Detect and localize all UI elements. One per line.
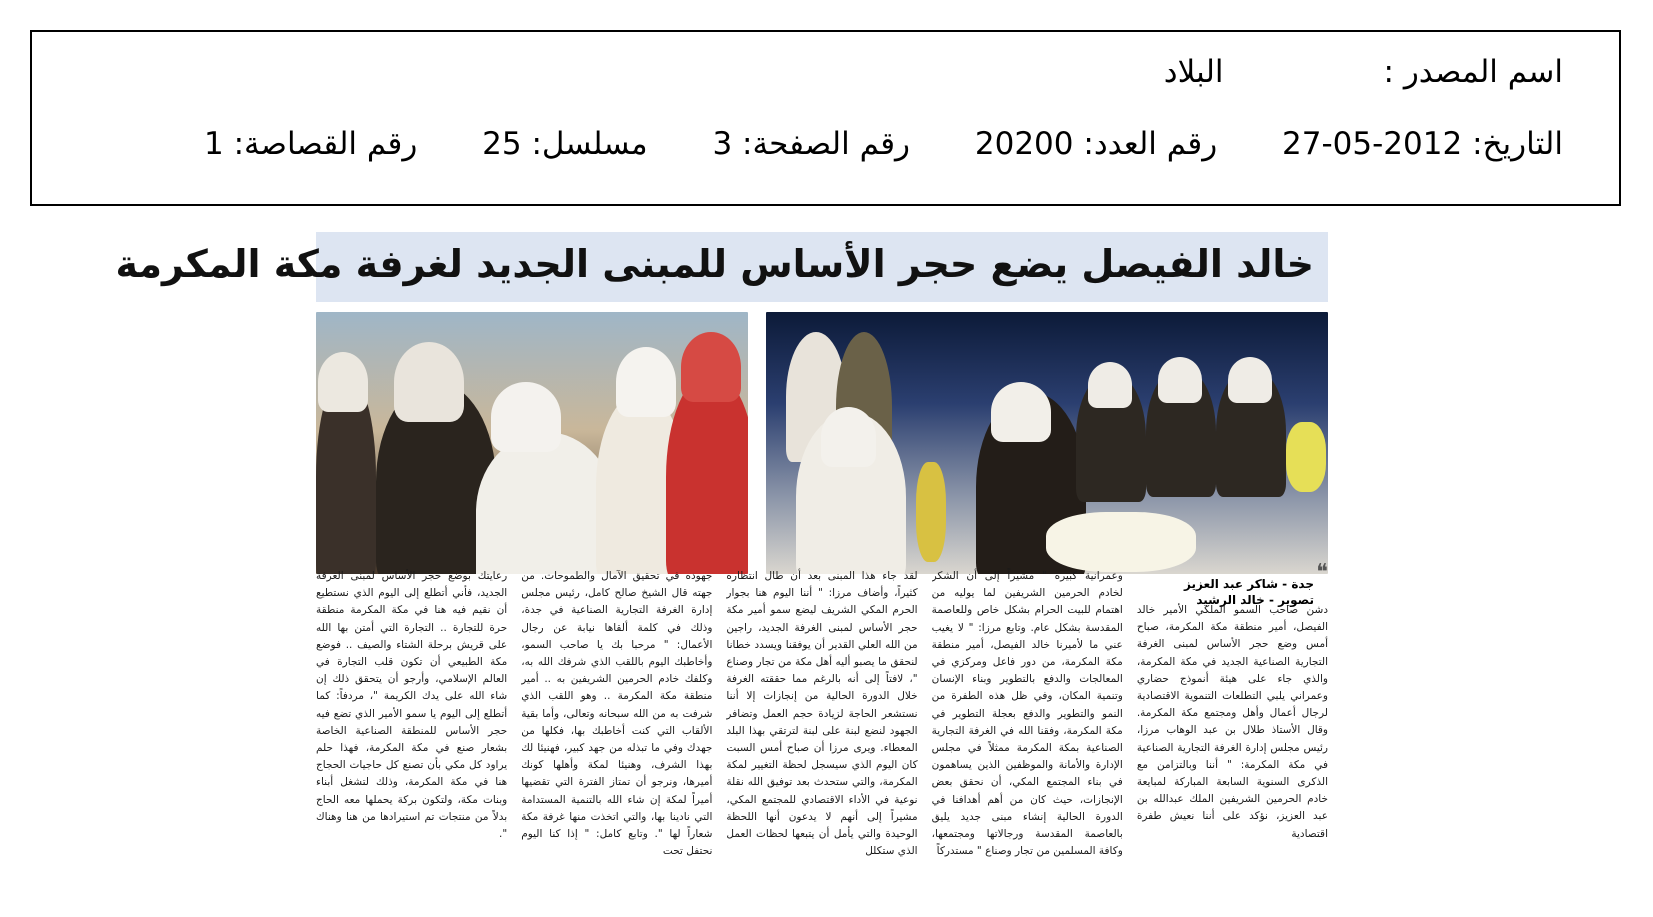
source-label: اسم المصدر : — [1383, 54, 1563, 90]
article-headline: خالد الفيصل يضع حجر الأساس للمبنى الجديد لغرفة مكة المكرمة — [115, 242, 1314, 286]
article-column-5: رعايتك بوضع حجر الأساس لمبنى الغرفة الجديد، فأني أتطلع إلى اليوم الذي نستطيع أن نقيم فيه هنا في مكة المكرمة منطقة حرة للتجارة .. التجارة التي أمتن بها الله على قريش برحلة الشتاء والصيف .. فوضع مكة الطبيعي أن تكون قلب التجارة في العالم الإسلامي، وأرجو أن يتحقق ذلك إن شاء الله على يدك الكريمة "، مردفاً: كما أتطلع إلى اليوم يا سمو الأمير الذي تضع فيه حجر الأساس للمنطقة الصناعية الخاصة بشعار صنع في مكة المكرمة، فهذا حلم يراود كل مكي بأن تصنع كل حاجيات الحجاج هنا في مكة المكرمة، وذلك لتشغل أبناء وبنات مكة، ولتكون بركة يحملها معه الحاج بدلاً من منتجات تم استيرادها من هنا وهناك ". — [316, 570, 508, 841]
clip-number-value: 1 — [203, 126, 224, 162]
ceremony-photo-audience — [766, 312, 1328, 574]
article-column-1: دشن صاحب السمو الملكي الأمير خالد الفيصل، أمير منطقة مكة المكرمة، صباح أمس وضع حجر الأساس لمبنى الغرفة التجارية الصناعية الجديد في مكة المكرمة، والذي جاء على هيئة أنموذج حضاري وعمراني يلبي التطلعات التنموية الاقتصادية لرجال أعمال وأهل ومجتمع مكة المكرمة. وقال الأستاذ طلال بن عبد الوهاب مرزا، رئيس مجلس إدارة الغرفة التجارية الصناعية في مكة المكرمة: " أننا وبالتزامن مع الذكرى السنوية السابعة المباركة لمبايعة خادم الحرمين الشريفين الملك عبدالله بن عبد العزيز، نؤكد على أننا نعيش طفرة اقتصادية — [1136, 604, 1328, 840]
date-value: 27-05-2012 — [1282, 126, 1463, 162]
details-line — [204, 126, 1563, 162]
source-value: البلاد — [1163, 54, 1224, 90]
serial-value: 25 — [482, 126, 522, 162]
article-column-2: وعمرانية كبيرة " مشيراً إلى أن الشكر لخادم الحرمين الشريفين لما يوليه من اهتمام للبيت الحرام بشكل خاص وللعاصمة المقدسة بشكل عام. وتابع مرزا: " لا يغيب عني ما لأميرنا خالد الفيصل، أمير منطقة مكة المكرمة، من دور فاعل ومركزي في المعالجات والدفع بالتطوير وبناء الإنسان وتنمية المكان، وفي ظل هذه الطفرة من النمو والتطوير والدفع بعجلة التطوير في مكة المكرمة، وفقنا الله في الغرفة التجارية الصناعية بمكة المكرمة ممثلاً في مجلس الإدارة والأمانة والموظفين الذين يساهمون في بناء المجتمع المكي، أن نحقق بعض الإنجازات، حيث كان من أهم أهدافنا في الدورة الحالية إنشاء مبنى جديد يليق بالعاصمة المقدسة ورجالاتها ومجتمعها، وكافة المسلمين من تجار وصناع " مستدركاً — [931, 570, 1123, 858]
article-column-4: جهوده في تحقيق الآمال والطموحات. من جهته قال الشيخ صالح كامل، رئيس مجلس إدارة الغرفة التجارية الصناعية في جدة، وذلك في كلمة ألقاها نيابة عن رجال الأعمال: " مرحبا بك يا صاحب السمو، وأخاطبك اليوم باللقب الذي شرفك الله به، وكلفك خادم الحرمين الشريفين به .. أمير منطقة مكة المكرمة .. وهو اللقب الذي شرفت به من الله سبحانه وتعالى، وأما بقية الألقاب التي كنت أخاطبك بها، فكلها من جهدك وفي ما تبذله من جهد كبير، فهنيئا لك بهذا الشرف، وهنيئا لمكة وأهلها كونك أميرها، ونرجو أن تمتاز الفترة التي تقضيها أميراً لمكة إن شاء الله بالتنمية المستدامة التي نادينا بها، والتي اتخذت منها غرفة مكة شعاراً لها ". وتابع كامل: " إذا كنا اليوم نحتفل تحت — [521, 570, 713, 858]
byline-writer: جدة - شاكر عبد العزيز — [1184, 577, 1314, 591]
issue-label: رقم العدد: — [1083, 126, 1218, 162]
article-columns — [316, 568, 1328, 898]
newspaper-clipping — [115, 232, 1328, 907]
clip-number-label: رقم القصاصة: — [233, 126, 418, 162]
serial-label: مسلسل: — [531, 126, 648, 162]
byline-photographer: تصوير - خالد الرشيد — [1196, 593, 1314, 607]
headline-bar — [115, 232, 1328, 302]
ceremony-photo-signing — [316, 312, 748, 574]
page-value: 3 — [712, 126, 733, 162]
article-column-3: لقد جاء هذا المبنى بعد أن طال انتظاره كثيراً، وأضاف مرزا: " أننا اليوم هنا بجوار الحرم المكي الشريف ليضع سمو أمير مكة حجر الأساس لمبنى الغرفة الجديد، راجين من الله العلي القدير أن يوفقنا ويسدد خطانا لنحقق ما يصبو أليه أهل مكة من تجار وصناع "، لافتاً إلى أنه بالرغم مما حققته الغرفة خلال الدورة الحالية من إنجازات إلا أننا نستشعر الحاجة لزيادة حجم العمل وتضافر الجهود لنضع لبنة على لبنة لترتقي بهذا البلد المعطاء. ويرى مرزا أن صباح أمس السبت كان اليوم الذي سيسجل لحظة التغيير لمكة المكرمة، والتي ستحدث بعد توفيق الله نقلة نوعية في الأداء الاقتصادي للمجتمع المكي، مشيراً إلى أنهم لا يدعون أنها اللحظة الوحيدة والتي يأمل أن يتبعها لحظات العمل الذي ستكلل — [726, 570, 918, 858]
issue-value: 20200 — [974, 126, 1074, 162]
quote-mark-icon: ❝ — [1316, 560, 1328, 585]
source-line — [1164, 54, 1563, 90]
date-label: التاريخ: — [1472, 126, 1563, 162]
metadata-box — [30, 30, 1621, 206]
page-label: رقم الصفحة: — [742, 126, 911, 162]
